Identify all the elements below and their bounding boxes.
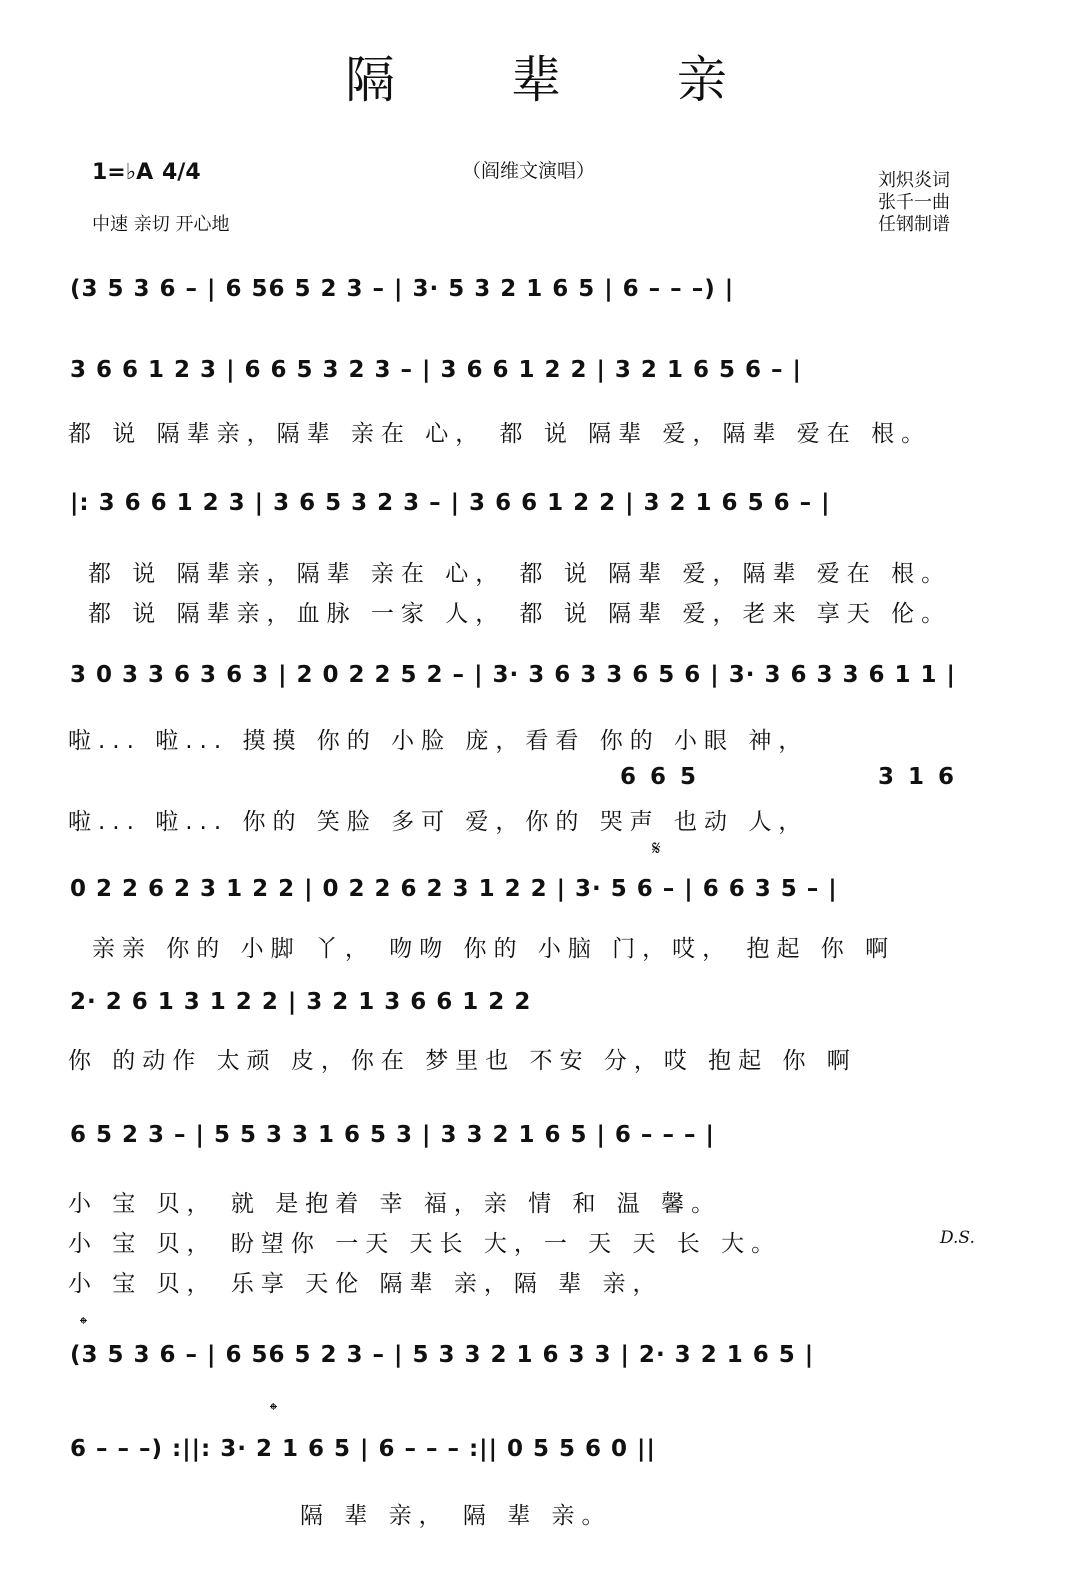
notation-line-5: 0 2 2 6 2 3 1 2 2 | 0 2 2 6 2 3 1 2 2 | 3· 5 6 – | 6 6 3 5 – | (70, 876, 838, 902)
coda-sign-2: 𝄌 (270, 1398, 277, 1422)
notation-line-6: 2· 2 6 1 3 1 2 2 | 3 2 1 3 6 6 1 2 2 (70, 989, 532, 1015)
notation-line-8: (3 5 3 6 – | 6 56 5 2 3 – | 5 3 3 2 1 6 3 3 | 2· 3 2 1 6 5 | (70, 1342, 815, 1368)
lyrics-line-6b: 小 宝 贝， 盼望你 一天 天长 大，一 天 天 长 大。 (68, 1231, 782, 1257)
alt-notes-1: 6 6 5 (620, 764, 700, 790)
notation-line-3: |: 3 6 6 1 2 3 | 3 6 5 3 2 3 – | 3 6 6 1 2 2 | 3 2 1 6 5 6 – | (70, 490, 831, 516)
segno-sign: 𝄋 (652, 836, 661, 860)
lyrics-line-3b: 啦... 啦... 你的 笑脸 多可 爱，你的 哭声 也动 人， (68, 809, 809, 835)
credit-composer: 张千一曲 (878, 192, 950, 213)
credit-lyricist: 刘炽炎词 (878, 170, 950, 191)
lyrics-line-1: 都 说 隔辈亲，隔辈 亲在 心， 都 说 隔辈 爱，隔辈 爱在 根。 (68, 421, 932, 447)
song-title: 隔 辈 亲 (345, 51, 777, 109)
lyrics-line-7: 隔 辈 亲， 隔 辈 亲。 (300, 1503, 612, 1529)
tempo-marking: 中速 亲切 开心地 (92, 214, 230, 235)
lyrics-line-3a: 啦... 啦... 摸摸 你的 小脸 庞，看看 你的 小眼 神， (68, 728, 809, 754)
notation-line-2: 3 6 6 1 2 3 | 6 6 5 3 2 3 – | 3 6 6 1 2 2 | 3 2 1 6 5 6 – | (70, 357, 802, 383)
lyrics-line-6a: 小 宝 贝， 就 是抱着 幸 福，亲 情 和 温 馨。 (68, 1191, 722, 1217)
notation-line-4: 3 0 3 3 6 3 6 3 | 2 0 2 2 5 2 – | 3· 3 6 3 3 6 5 6 | 3· 3 6 3 3 6 1 1 | (70, 662, 956, 688)
key-signature: 1=♭A (92, 160, 154, 185)
coda-sign-1: 𝄌 (80, 1312, 87, 1336)
lyrics-line-2a: 都 说 隔辈亲，隔辈 亲在 心， 都 说 隔辈 爱，隔辈 爱在 根。 (88, 561, 952, 587)
lyrics-line-5: 你 的动作 太顽 皮，你在 梦里也 不安 分，哎 抱起 你 啊 (68, 1048, 857, 1074)
notation-line-7: 6 5 2 3 – | 5 5 3 3 1 6 5 3 | 3 3 2 1 6 5 | 6 – – – | (70, 1122, 715, 1148)
dal-segno-mark: D.S. (940, 1228, 975, 1248)
notation-line-9: 6 – – –) :||: 3· 2 1 6 5 | 6 – – – :|| 0 5 5 6 0 || (70, 1436, 656, 1462)
time-signature: 4/4 (162, 160, 201, 185)
alt-notes-2: 3 1 6 (878, 764, 958, 790)
notation-line-1: (3 5 3 6 – | 6 56 5 2 3 – | 3· 5 3 2 1 6 5 | 6 – – –) | (70, 276, 735, 302)
performer: （阎维文演唱） (462, 160, 596, 182)
credit-transcriber: 任钢制谱 (878, 214, 950, 235)
lyrics-line-6c: 小 宝 贝， 乐享 天伦 隔辈 亲，隔 辈 亲， (68, 1271, 663, 1297)
lyrics-line-4: 亲亲 你的 小脚 丫， 吻吻 你的 小脑 门，哎， 抱起 你 啊 (92, 936, 896, 962)
lyrics-line-2b: 都 说 隔辈亲，血脉 一家 人， 都 说 隔辈 爱，老来 享天 伦。 (88, 601, 952, 627)
